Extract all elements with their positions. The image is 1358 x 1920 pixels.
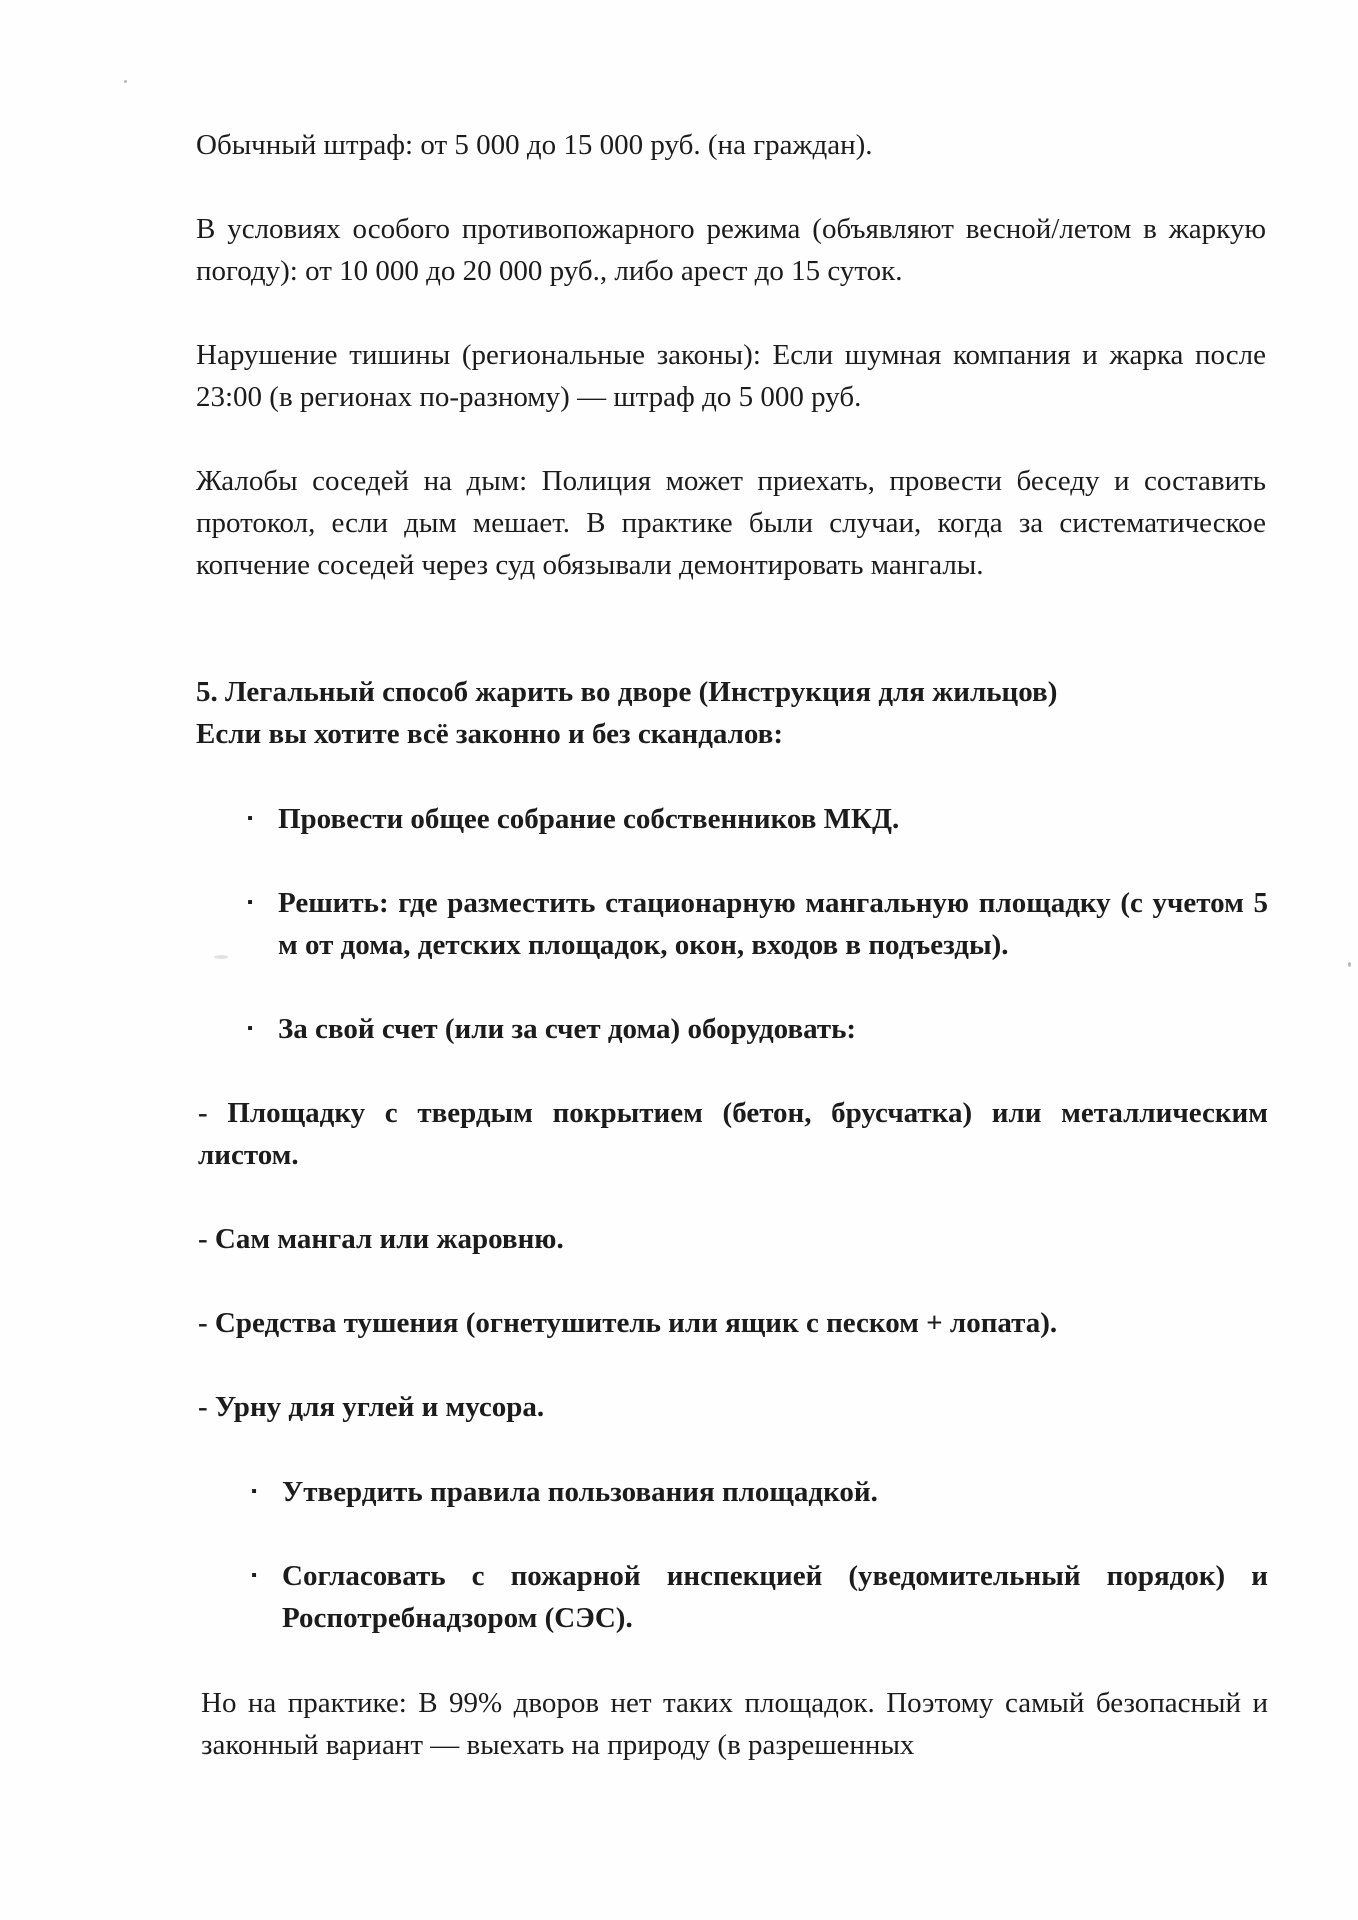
- bullet-marker: ▪: [251, 1483, 257, 1500]
- paragraph-fire-regime: В условиях особого противопожарного режима (объявляют весной/летом в жаркую погоду): от 10 000 до 20 000 руб., либо арест до 15 суток.: [196, 213, 1266, 287]
- scan-speck: [124, 80, 127, 83]
- paragraph-smoke-complaints: Жалобы соседей на дым: Полиция может приехать, провести беседу и составить протокол, если дым мешает. В практике были случаи, когда за систематическое копчение соседей через суд обязывали демонтировать мангалы.: [196, 465, 1266, 581]
- bullet-item: Провести общее собрание собственников МКД.: [278, 803, 900, 835]
- bullet-marker: ▪: [251, 1567, 257, 1584]
- equipment-item: - Урну для углей и мусора.: [198, 1391, 545, 1423]
- equipment-item: - Площадку с твердым покрытием (бетон, брусчатка) или металлическим листом.: [198, 1097, 1268, 1171]
- equipment-item: - Средства тушения (огнетушитель или ящик с песком + лопата).: [198, 1307, 1058, 1339]
- paragraph-noise: Нарушение тишины (региональные законы): Если шумная компания и жарка после 23:00 (в регионах по-разному) — штраф до 5 000 руб.: [196, 339, 1266, 413]
- equipment-item: - Сам мангал или жаровню.: [198, 1223, 564, 1255]
- scan-speck: [214, 955, 228, 959]
- bullet-item: Решить: где разместить стационарную мангальную площадку (с учетом 5 м от дома, детских площадок, окон, входов в подъезды).: [278, 887, 1268, 961]
- bullet-marker: ▪: [247, 810, 253, 827]
- bullet-item: За свой счет (или за счет дома) оборудовать:: [278, 1013, 857, 1045]
- bullet-marker: ▪: [247, 1020, 253, 1037]
- bullet-item: Согласовать с пожарной инспекцией (уведомительный порядок) и Роспотребнадзором (СЭС).: [282, 1560, 1268, 1634]
- section-heading: 5. Легальный способ жарить во дворе (Инструкция для жильцов): [196, 676, 1058, 708]
- bullet-marker: ▪: [247, 894, 253, 911]
- paragraph-fine: Обычный штраф: от 5 000 до 15 000 руб. (на граждан).: [196, 129, 873, 161]
- paragraph-practice: Но на практике: В 99% дворов нет таких площадок. Поэтому самый безопасный и законный вариант — выехать на природу (в разрешенных: [201, 1687, 1268, 1761]
- bullet-item: Утвердить правила пользования площадкой.: [282, 1476, 878, 1508]
- section-subheading: Если вы хотите всё законно и без скандалов:: [196, 718, 783, 750]
- scan-speck: [1348, 962, 1351, 967]
